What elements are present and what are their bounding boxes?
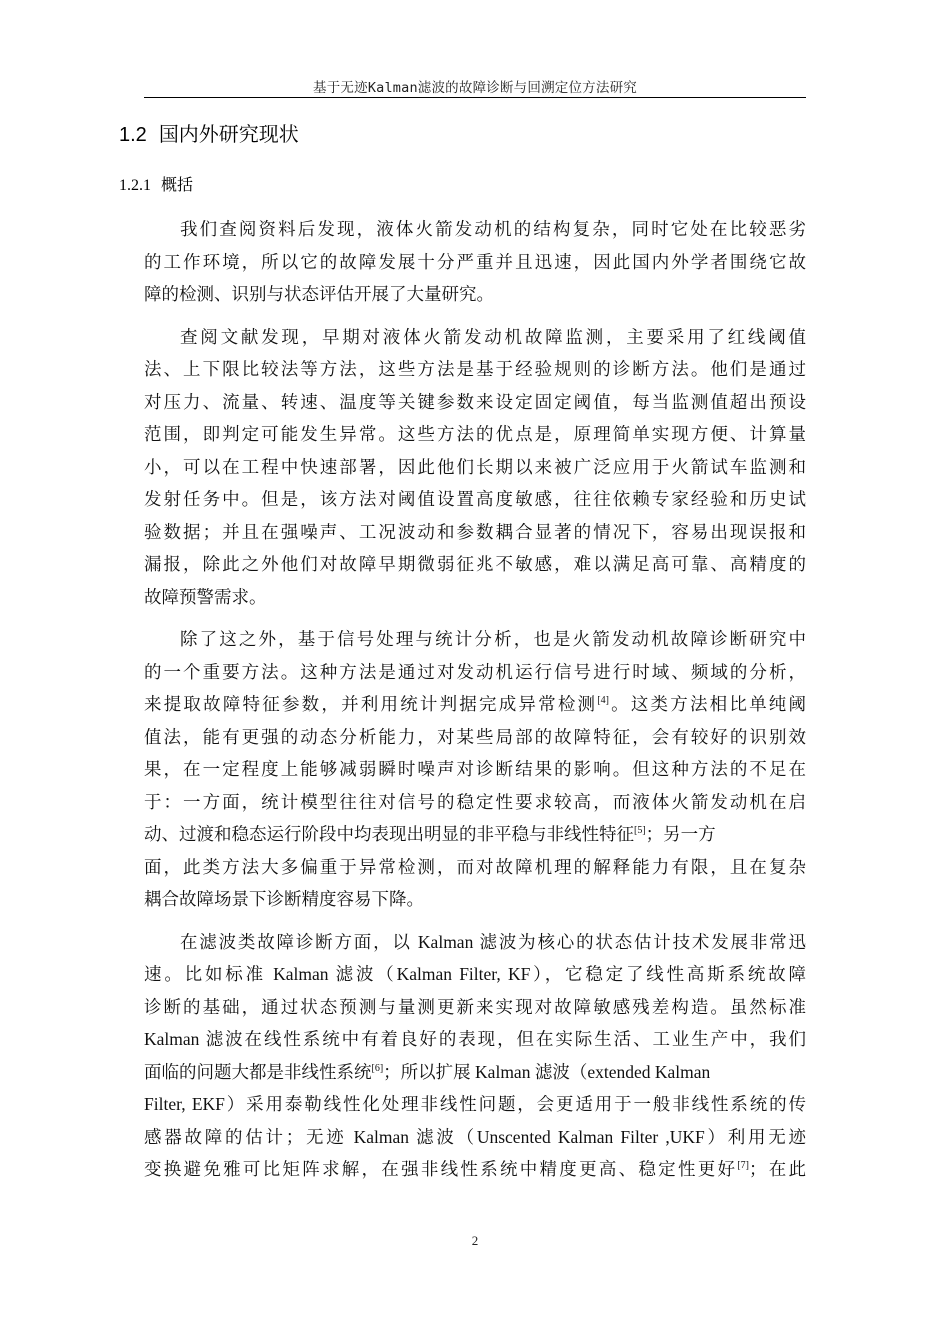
text-line: 障的检测、识别与状态评估开展了大量研究。: [144, 284, 494, 304]
citation-ref: [7]: [737, 1160, 749, 1171]
text-segment: 变换避免雅可比矩阵求解，在强非线性系统中精度更高、稳定性更好: [144, 1159, 738, 1179]
text-segment: 来提取故障特征参数，并利用统计判据完成异常检测: [144, 694, 598, 714]
text-line: [144, 818, 806, 851]
text-line: 耦合故障场景下诊断精度容易下降。: [144, 889, 424, 909]
citation-ref: [5]: [634, 825, 646, 836]
text-line: 在滤波类故障诊断方面，以 Kalman 滤波为核心的状态估计技术发展非常迅: [180, 931, 806, 952]
text-segment: ；所以扩展 Kalman 滤波（extended Kalman: [383, 1061, 711, 1082]
citation-ref: [6]: [371, 1062, 384, 1074]
text-line: 故障预警需求。: [144, 586, 267, 607]
text-segment: 面临的问题大都是非线性系统: [144, 1061, 372, 1082]
text-line: 验数据；并且在强噪声、工况波动和参数耦合显著的情况下，容易出现误报和: [144, 521, 806, 542]
text-line: 感器故障的估计；无迹 Kalman 滤波（Unscented Kalman Filter ,UKF）利用无迹: [144, 1126, 806, 1147]
text-line: 发射任务中。但是，该方法对阈值设置高度敏感，往往依赖专家经验和历史试: [144, 489, 806, 509]
text-segment: 动、过渡和稳态运行阶段中均表现出明显的非平稳与非线性特征: [144, 824, 634, 844]
text-line: 我们查阅资料后发现，液体火箭发动机的结构复杂，同时它处在比较恶劣: [180, 219, 806, 239]
text-line: 果，在一定程度上能够减弱瞬时噪声对诊断结果的影响。但这种方法的不足在: [144, 759, 806, 779]
text-segment: 。这类方法相比单纯阈: [608, 694, 807, 714]
text-line: [144, 1153, 806, 1186]
text-segment: ；在此: [748, 1159, 807, 1179]
paragraph: [144, 321, 806, 614]
text-line: 小，可以在工程中快速部署，因此他们长期以来被广泛应用于火箭试车监测和: [144, 456, 806, 477]
text-line: 的一个重要方法。这种方法是通过对发动机运行信号进行时域、频域的分析，: [144, 661, 806, 682]
section-number: 1.2: [119, 124, 147, 146]
section-heading: [119, 118, 299, 147]
text-line: 范围，即判定可能发生异常。这些方法的优点是，原理简单实现方便、计算量: [144, 424, 806, 444]
text-line: Filter, EKF）采用泰勒线性化处理非线性问题，会更适用于一般非线性系统的传: [144, 1094, 806, 1114]
page-number: 2: [471, 1233, 479, 1248]
section-title-text: 国内外研究现状: [158, 122, 299, 146]
text-line: 速。比如标准 Kalman 滤波（Kalman Filter, KF），它稳定了线性高斯系统故障: [144, 964, 806, 984]
header-rule: [144, 97, 806, 98]
text-line: 面，此类方法大多偏重于异常检测，而对故障机理的解释能力有限，且在复杂: [144, 856, 806, 877]
text-line: [144, 688, 806, 721]
text-line: 查阅文献发现，早期对液体火箭发动机故障监测，主要采用了红线阈值: [180, 326, 806, 347]
body-text: [144, 213, 806, 1196]
paragraph: [144, 623, 806, 916]
paragraph: [144, 213, 806, 311]
text-line: Kalman 滤波在线性系统中有着良好的表现，但在实际生活、工业生产中，我们: [144, 1029, 806, 1049]
text-line: 于：一方面，统计模型往往对信号的稳定性要求较高，而液体火箭发动机在启: [144, 791, 806, 812]
subsection-number: 1.2.1: [119, 177, 151, 194]
text-line: [144, 1056, 806, 1089]
text-segment: ；另一方: [645, 824, 716, 844]
text-line: 法、上下限比较法等方法，这些方法是基于经验规则的诊断方法。他们是通过: [144, 359, 806, 379]
citation-ref: [4]: [597, 695, 609, 706]
subsection-title-text: 概括: [161, 175, 194, 194]
text-line: 诊断的基础，通过状态预测与量测更新来实现对故障敏感残差构造。虽然标准: [144, 996, 806, 1017]
paragraph: [144, 926, 806, 1186]
text-line: 值法，能有更强的动态分析能力，对某些局部的故障特征，会有较好的识别效: [144, 726, 806, 747]
subsection-heading: [119, 172, 193, 195]
text-line: 漏报，除此之外他们对故障早期微弱征兆不敏感，难以满足高可靠、高精度的: [144, 554, 806, 574]
running-header: 基于无迹Kalman滤波的故障诊断与回溯定位方法研究: [313, 80, 637, 96]
text-line: 对压力、流量、转速、温度等关键参数来设定固定阈值，每当监测值超出预设: [144, 391, 806, 412]
text-line: 的工作环境，所以它的故障发展十分严重并且迅速，因此国内外学者围绕它故: [144, 251, 806, 272]
text-line: 除了这之外，基于信号处理与统计分析，也是火箭发动机故障诊断研究中: [180, 629, 806, 649]
